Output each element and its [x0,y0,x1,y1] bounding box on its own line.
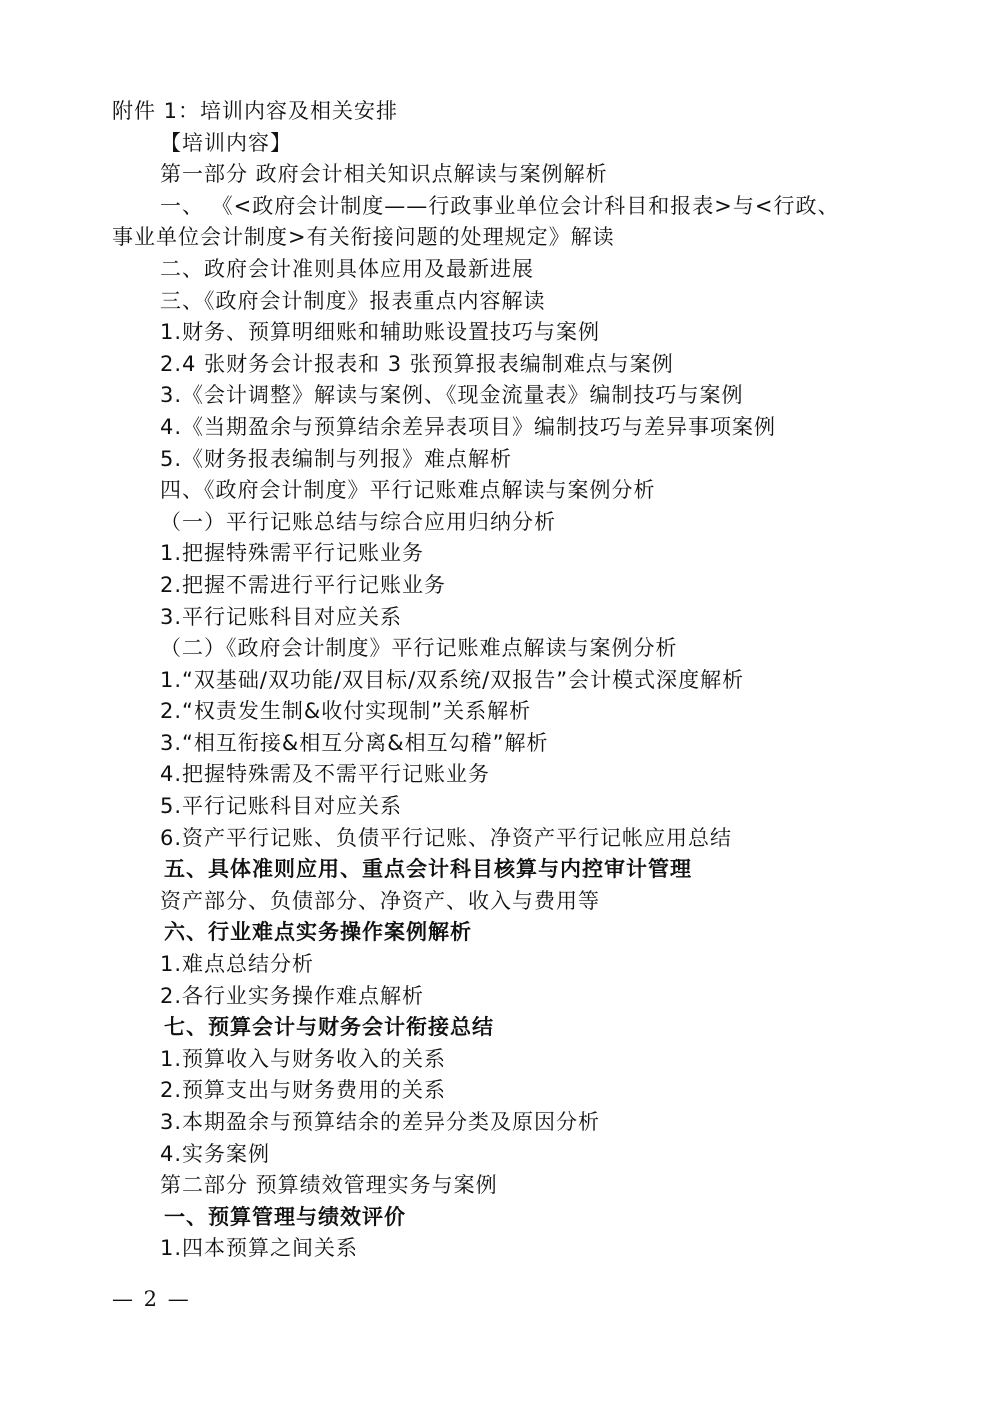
list-item: 2.“权责发生制&收付实现制”关系解析 [160,699,532,724]
part1-item5: 五、具体准则应用、重点会计科目核算与内控审计管理 [164,857,692,882]
list-item: 3.“相互衔接&相互分离&相互勾稽”解析 [160,730,549,755]
list-item: 5.《财务报表编制与列报》难点解析 [160,446,513,471]
part1-item1-line1: 一、 《<政府会计制度——行政事业单位会计科目和报表>与<行政、 [160,193,840,218]
list-item: 1.“双基础/双功能/双目标/双系统/双报告”会计模式深度解析 [160,667,745,692]
list-item: 3.本期盈余与预算结余的差异分类及原因分析 [160,1110,601,1134]
list-item: 3.平行记账科目对应关系 [160,604,403,629]
part1-item7: 七、预算会计与财务会计衔接总结 [164,1015,494,1040]
part1-item6: 六、行业难点实务操作案例解析 [164,920,472,945]
part1-item4-section2: （二）《政府会计制度》平行记账难点解读与案例分析 [160,636,678,661]
list-item: 5.平行记账科目对应关系 [160,794,403,819]
list-item: 2.4 张财务会计报表和 3 张预算报表编制难点与案例 [160,351,674,376]
list-item: 2.各行业实务操作难点解析 [160,983,425,1008]
part1-item3: 三、《政府会计制度》报表重点内容解读 [160,288,546,313]
list-item: 1.四本预算之间关系 [160,1236,359,1261]
page-number: — 2 — [112,1287,191,1311]
list-item: 1.难点总结分析 [160,952,315,977]
attachment-title: 附件 1：培训内容及相关安排 [112,99,399,123]
list-item: 4.实务案例 [160,1141,271,1166]
list-item: 1.把握特殊需平行记账业务 [160,541,425,566]
part1-title: 第一部分 政府会计相关知识点解读与案例解析 [160,162,608,187]
part1-item1-line2: 事业单位会计制度>有关衔接问题的处理规定》解读 [112,225,615,250]
list-item: 4.《当期盈余与预算结余差异表项目》编制技巧与差异事项案例 [160,414,777,439]
section-label: 【培训内容】 [160,130,292,155]
part1-item4-section1: （一）平行记账总结与综合应用归纳分析 [160,509,556,534]
list-item: 6.资产平行记账、负债平行记账、净资产平行记帐应用总结 [160,825,733,850]
part1-item2: 二、政府会计准则具体应用及最新进展 [160,256,534,281]
document-body [0,96,992,1265]
part1-item5-description: 资产部分、负债部分、净资产、收入与费用等 [160,888,600,913]
list-item: 4.把握特殊需及不需平行记账业务 [160,762,491,787]
part2-title: 第二部分 预算绩效管理实务与案例 [160,1173,498,1198]
list-item: 1.预算收入与财务收入的关系 [160,1046,447,1071]
list-item: 2.把握不需进行平行记账业务 [160,572,447,597]
part1-item4: 四、《政府会计制度》平行记账难点解读与案例分析 [160,478,656,503]
list-item: 1.财务、预算明细账和辅助账设置技巧与案例 [160,320,601,345]
list-item: 2.预算支出与财务费用的关系 [160,1078,447,1103]
list-item: 3.《会计调整》解读与案例、《现金流量表》编制技巧与案例 [160,383,744,408]
part2-item1: 一、预算管理与绩效评价 [164,1204,406,1229]
